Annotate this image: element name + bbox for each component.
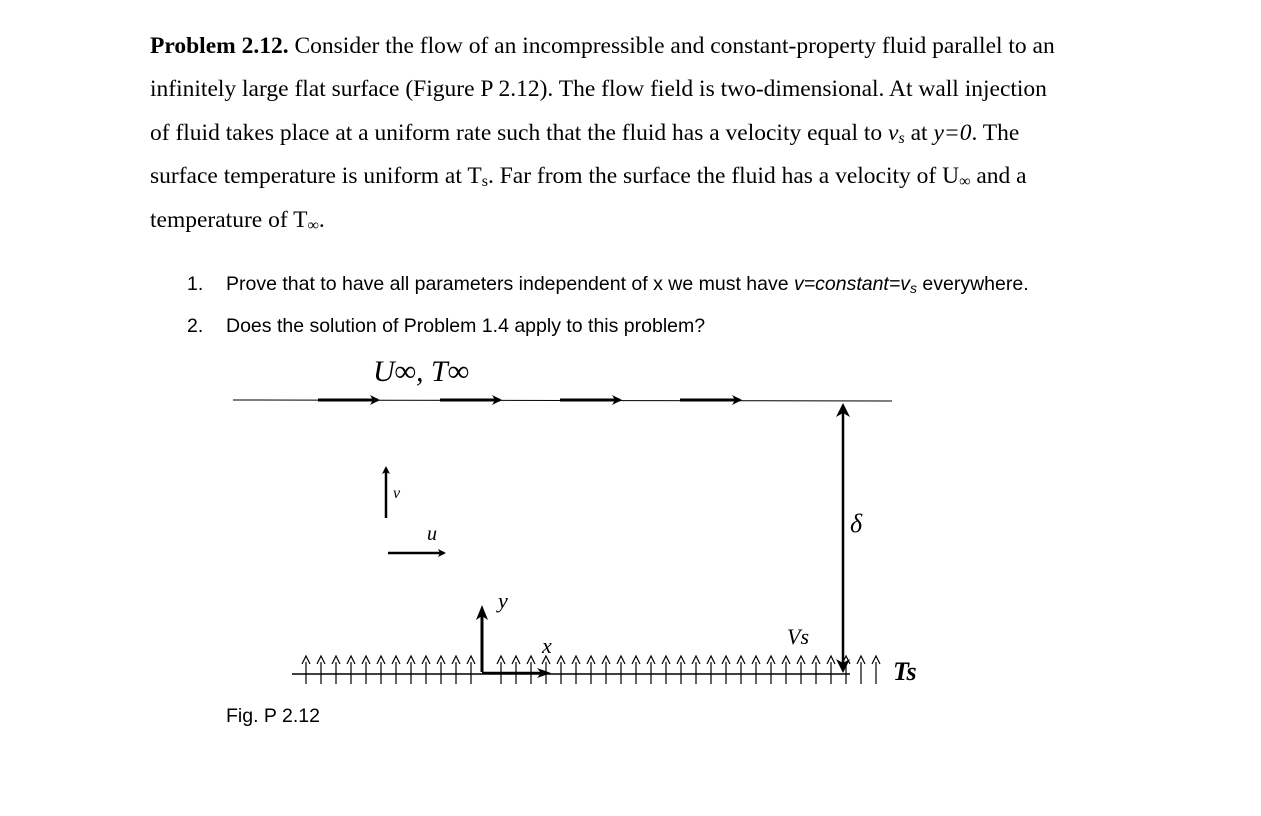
question-emphasis: v=constant=v — [794, 273, 910, 295]
problem-text-4c: and a — [970, 163, 1027, 189]
vs-subscript: s — [898, 130, 905, 147]
y-zero: y=0 — [933, 120, 972, 146]
problem-text-2: infinitely large flat surface (Figure P 2.12). The flow field is two-dimensional. At wall injection — [150, 76, 1047, 102]
u-inf-subscript: ∞ — [959, 173, 971, 190]
question-subscript: s — [910, 280, 917, 296]
vs-symbol: v — [888, 120, 899, 146]
ts-label: Ts — [893, 657, 917, 686]
problem-label: Problem 2.12. — [150, 33, 289, 59]
u-label: u — [427, 523, 437, 545]
x-label: x — [542, 633, 552, 658]
problem-text-1: Consider the flow of an incompressible and constant-property fluid parallel to an — [294, 33, 1055, 59]
problem-text-3a: of fluid takes place at a uniform rate such that the fluid has a velocity equal to — [150, 120, 889, 146]
question-text: Does the solution of Problem 1.4 apply to this problem? — [226, 315, 706, 337]
problem-text-3b: at — [904, 120, 934, 146]
ts-subscript: s — [481, 173, 488, 190]
free-stream-label: U∞, T∞ — [373, 355, 470, 388]
vs-label: Vs — [787, 624, 809, 649]
delta-label: δ — [850, 509, 863, 538]
y-label: y — [498, 588, 508, 613]
question-number: 1. — [187, 273, 204, 295]
problem-text-5b: . — [318, 207, 325, 233]
injection-arrows — [302, 656, 880, 684]
problem-text-3c: . The — [971, 120, 1020, 146]
problem-text-5a: temperature of T — [150, 207, 308, 233]
problem-text-4a: surface temperature is uniform at T — [150, 163, 482, 189]
v-label: v — [393, 485, 401, 502]
question-number: 2. — [187, 315, 204, 337]
question-text: Prove that to have all parameters independent of x we must have — [226, 273, 794, 295]
question-text-end: everywhere. — [917, 273, 1029, 295]
figure-caption: Fig. P 2.12 — [226, 705, 320, 727]
problem-text-4b: . Far from the surface the fluid has a velocity of U — [487, 163, 960, 189]
t-inf-subscript: ∞ — [307, 217, 319, 234]
